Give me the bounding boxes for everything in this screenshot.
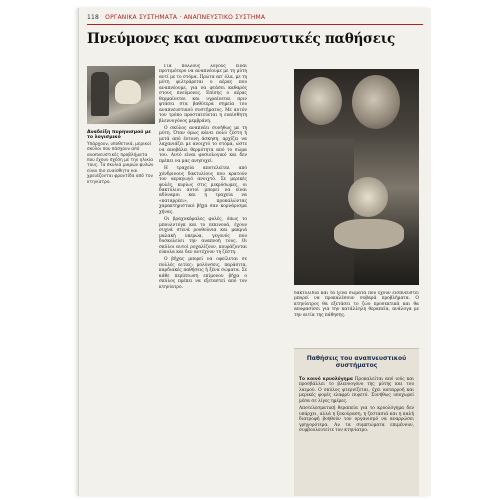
person-face	[352, 75, 400, 129]
person-figure	[91, 72, 109, 116]
body-paragraph: Για πολλούς λόγους είναι προτιμότερο να αναπνέουμε με τη μύτη αντί με το στόμα. Πρώτα απ' όλα, με τη μύτη φιλτράρεται ο αέρας που αναπνέουμε, για να φτάσει καθαρός στους πνεύμονες. Επίσης ο αέρας θερμαίνεται και υγραίνεται πριν φτάσει στα βαθύτερα σημεία του αναπνευστικού συστήματος. Με αυτόν τον τρόπο προστατεύεται η ευαίσθητη βλεννογόνος μεμβράνη.	[159, 64, 247, 124]
sidebar-text	[299, 377, 414, 436]
running-header	[87, 14, 265, 21]
book-page	[78, 8, 431, 496]
body-column-1	[159, 64, 247, 492]
header-separator: ·	[179, 14, 182, 21]
body-paragraph: Οι βραχυκέφαλες φυλές, όπως το μπουλντόγκ και το πεκινουά, έχουν συχνά στενά ρουθούνια και μακριά μαλακή υπερώα, γεγονός που δυσκολεύει την αναπνοή τους. Οι σκύλοι αυτοί ροχαλίζουν, κουράζονται εύκολα και δεν αντέχουν τη ζέστη.	[159, 217, 247, 255]
body-paragraph: Ο βήχας μπορεί να οφείλεται σε πολλές αιτίες: μολύνσεις, παράσιτα, καρδιακές παθήσεις ή ξένα σώματα. Σε κάθε περίπτωση επίμονου βήχα ο σκύλος πρέπει να εξεταστεί από τον κτηνίατρο.	[159, 257, 247, 290]
header-subsection: ΑΝΑΠΝΕΥΣΤΙΚΟ ΣΥΣΤΗΜΑ	[183, 14, 266, 21]
sidebar-box	[294, 348, 419, 496]
dog-figure	[115, 80, 141, 104]
sidebar-paragraph-text: Προκαλείται από ιούς και προσβάλλει το βλεννογόνο της μύτης και του λαιμού. Ο σκύλος φτερνίζεται, έχει καταρροή και μερικές φορές ελαφρύ πυρετό. Συνήθως υποχωρεί μέσα σε λίγες ημέρες.	[299, 377, 414, 404]
photo-caption-text: Υπάρχουν, υποθετικά, μερικοί σκύλοι που πάσχουν από αναπνευστικές προβλήματα που έχουν σχέση με την ηλικία τους. Τα σκυλιά μικρών φυλών είναι πιο ευαίσθητα και χρειάζονται φροντίδα από τον κτηνίατρο.	[87, 141, 154, 185]
vet-examination-photo	[294, 69, 419, 285]
body-column-2: δακτυλίδια και τα ξένα σώματα που έχουν εισπνευστεί μπορεί να προκαλέσουν σοβαρά προβλήματα. Ο κτηνίατρος θα εξετάσει το ζώο προσεκτικά και θα αποφασίσει για την κατάλληλη θεραπεία, ανάλογα με την αιτία της πάθησης.	[294, 291, 419, 318]
photo-caption	[87, 130, 155, 185]
header-section: ΟΡΓΑΝΙΚΑ ΣΥΣΤΗΜΑΤΑ	[105, 14, 178, 21]
body-paragraph: Ο σκύλος αναπνέει συνήθως με τη μύτη. Όταν όμως κάνει πολύ ζέστη ή μετά από έντονη άσκηση, αρχίζει να λαχανιάζει με ανοιχτό το στόμα, ώστε να αποβάλει θερμότητα από το σώμα του. Αυτό είναι φυσιολογικό και δεν πρέπει να μας ανησυχεί.	[159, 125, 247, 164]
sidebar-paragraph: Αποτελεσματική θεραπεία για το κρυολόγημα δεν υπάρχει, αλλά η ξεκούραση, η ζεστασιά και η καλή διατροφή βοηθούν τον οργανισμό να αναρρώσει γρηγορότερα. Αν τα συμπτώματα επιμένουν, συμβουλευτείτε τον κτηνίατρο.	[299, 406, 414, 434]
sidebar-title: Παθήσεις του αναπνευστικού συστήματος	[306, 355, 407, 369]
body-paragraph: Η τραχεία αποτελείται από χόνδρινους δακτυλίους που κρατούν τον αεραγωγό ανοιχτό. Σε μερικές φυλές, κυρίως στις μικρόσωμες, οι δακτύλιοι αυτοί μπορεί να είναι αδύναμοι και η τραχεία να «καταρρέει», προκαλώντας χαρακτηριστικό βήχα σαν κορνάρισμα χήνας.	[159, 166, 247, 215]
sidebar-lead: Το κοινό κρυολόγημα	[299, 377, 353, 382]
person-face	[300, 77, 342, 125]
sidebar-paragraph	[299, 377, 414, 404]
dog-owner-photo	[87, 66, 155, 124]
hands-figure	[334, 219, 404, 249]
header-rule	[87, 24, 423, 25]
page-title: Πνεύμονες και αναπνευστικές παθήσεις	[87, 31, 395, 47]
dog-figure	[348, 177, 388, 217]
person-body	[294, 139, 354, 285]
photo-caption-heading: Αναδείξη πυρηνισμού με το λογισμικό	[87, 130, 151, 141]
page-number: 118	[87, 14, 100, 21]
